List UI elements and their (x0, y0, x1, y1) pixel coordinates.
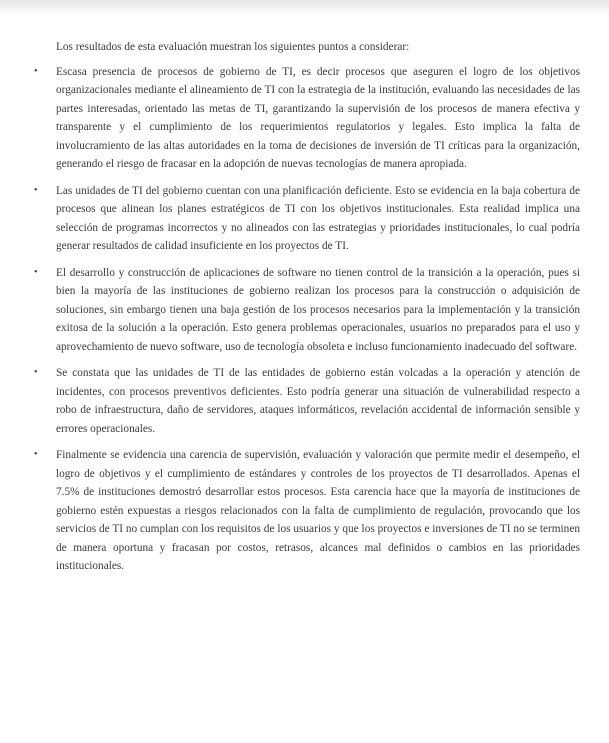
list-item: • Finalmente se evidencia una carencia de supervisión, evaluación y valoración que permite medir el desempeño, el logro de objetivos y el cumplimiento de estándares y controles de los proyectos de TI desarrollados. Apenas el 7.5% de instituciones demostró desarrollar estos procesos. Esta carencia hace que la mayoría de instituciones de gobierno estén expuestas a riesgos relacionados con la falta de cumplimiento de regulación, provocando que los servicios de TI no cumplan con los requisitos de los usuarios y que los proyectos e inversiones de TI no se terminen de manera oportuna y fracasan por costos, retrasos, alcances mal definidos o cambios en las prioridades institucionales. (40, 446, 580, 576)
list-item: • El desarrollo y construcción de aplicaciones de software no tienen control de la transición a la operación, pues si bien la mayoría de las instituciones de gobierno realizan los procesos para la construcción o adquisición de soluciones, sin embargo tienen una baja gestión de los procesos necesarios para la implementación y la transición exitosa de la solución a la operación. Esto genera problemas operacionales, usuarios no preparados para el uso y aprovechamiento de nuevo software, uso de tecnología obsoleta e incluso funcionamiento inadecuado del software. (40, 264, 580, 357)
list-item: • Se constata que las unidades de TI de las entidades de gobierno están volcadas a la operación y atención de incidentes, con procesos preventivos deficientes. Esto podría generar una situación de vulnerabilidad respecto a robo de infraestructura, daño de servidores, ataques informáticos, revelación accidental de información sensible y errores operacionales. (40, 364, 580, 438)
intro-paragraph: Los resultados de esta evaluación muestran los siguientes puntos a considerar: (56, 41, 410, 53)
document-body (40, 38, 580, 584)
list-item: • Las unidades de TI del gobierno cuentan con una planificación deficiente. Esto se evidencia en la baja cobertura de procesos que alinean los planes estratégicos de TI con los objetivos institucionales. Esta realidad implica una selección de programas incorrectos y no alineados con las estrategias y prioridades institucionales, lo cual podría generar resultados de calidad insuficiente en los proyectos de TI. (40, 182, 580, 256)
findings-list (40, 63, 580, 576)
list-item: • Escasa presencia de procesos de gobierno de TI, es decir procesos que aseguren el logro de los objetivos organizacionales mediante el alineamiento de TI con la estrategia de la institución, evaluando las necesidades de las partes interesadas, orientado las metas de TI, garantizando la supervisión de los procesos de manera efectiva y transparente y el cumplimiento de los requerimientos regulatorios y legales. Esto implica la falta de involucramiento de las altas autoridades en la toma de decisiones de inversión de TI críticas para la organización, generando el riesgo de fracasar en la adopción de nuevas tecnologías de manera apropiada. (40, 63, 580, 174)
scan-top-edge (0, 0, 609, 14)
